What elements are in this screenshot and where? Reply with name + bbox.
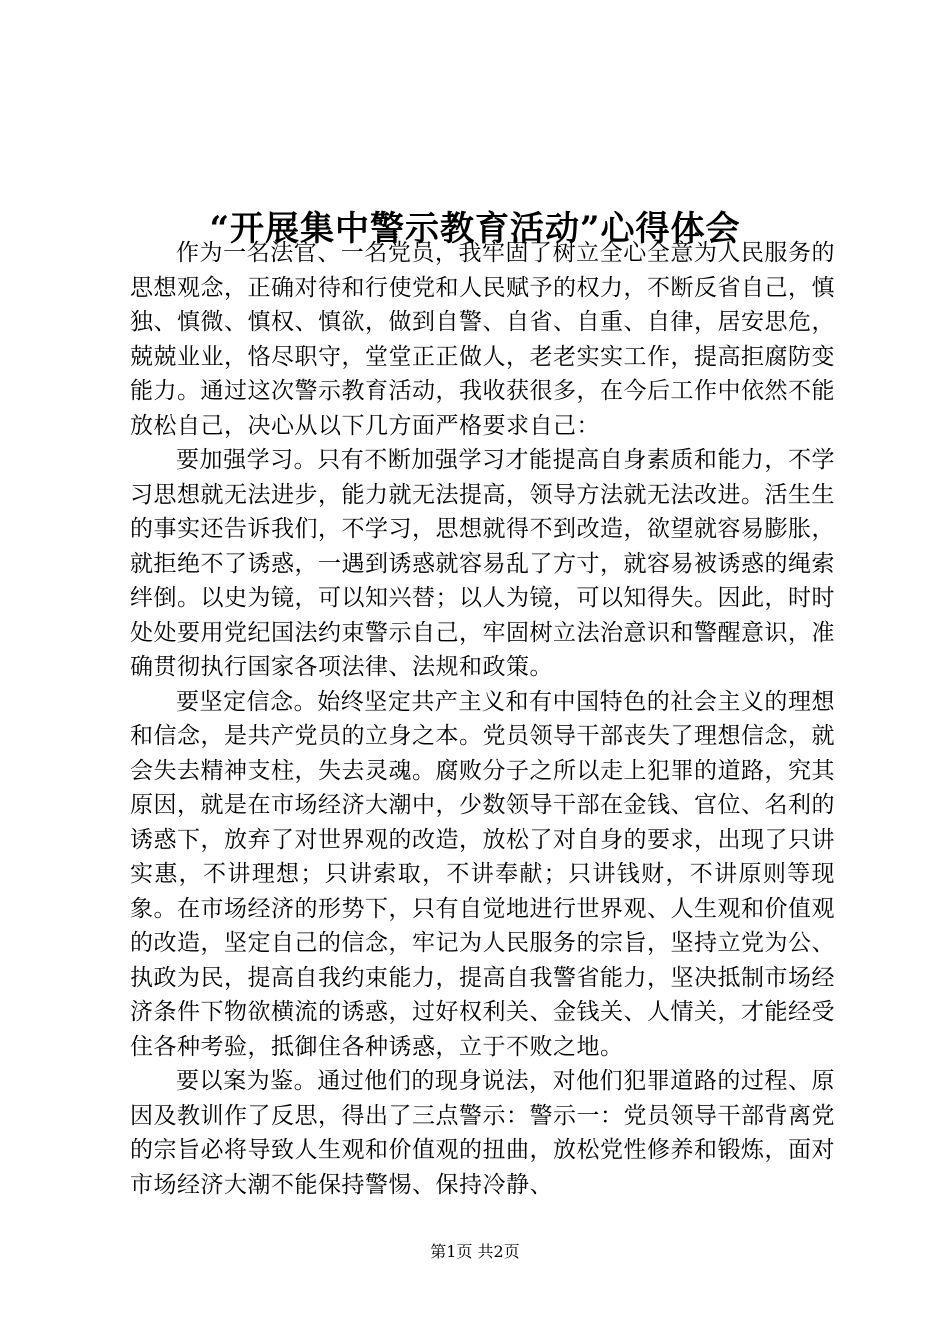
- page-number: 第1页 共2页: [430, 1242, 520, 1261]
- paragraph-intro: 作为一名法官、一名党员，我牢固了树立全心全意为人民服务的思想观念，正确对待和行使党和人民赋予的权力，不断反省自己，慎独、慎微、慎权、慎欲，做到自警、自省、自重、自律，居安思危，兢兢业业，恪尽职守，堂堂正正做人，老老实实工作，提高拒腐防变能力。通过这次警示教育活动，我收获很多，在今后工作中依然不能放松自己，决心从以下几方面严格要求自己：: [130, 240, 835, 439]
- paragraph-belief: 要坚定信念。始终坚定共产主义和有中国特色的社会主义的理想和信念，是共产党员的立身之本。党员领导干部丧失了理想信念，就会失去精神支柱，失去灵魂。腐败分子之所以走上犯罪的道路，究其原因，就是在市场经济大潮中，少数领导干部在金钱、官位、名利的诱惑下，放弃了对世界观的改造，放松了对自身的要求，出现了只讲实惠，不讲理想；只讲索取，不讲奉献；只讲钱财，不讲原则等现象。在市场经济的形势下，只有自觉地进行世界观、人生观和价值观的改造，坚定自己的信念，牢记为人民服务的宗旨，坚持立党为公、执政为民，提高自我约束能力，提高自我警省能力，坚决抵制市场经济条件下物欲横流的诱惑，过好权利关、金钱关、人情关，才能经受住各种考验，抵御住各种诱惑，立于不败之地。: [130, 688, 835, 1060]
- paragraph-study: 要加强学习。只有不断加强学习才能提高自身素质和能力，不学习思想就无法进步，能力就无法提高，领导方法就无法改进。活生生的事实还告诉我们，不学习，思想就得不到改造，欲望就容易膨胀，就拒绝不了诱惑，一遇到诱惑就容易乱了方寸，就容易被诱惑的绳索绊倒。以史为镜，可以知兴替；以人为镜，可以知得失。因此，时时处处要用党纪国法约束警示自己，牢固树立法治意识和警醒意识，准确贯彻执行国家各项法律、法规和政策。: [130, 447, 835, 680]
- document-body: [130, 236, 835, 1202]
- document-title: “开展集中警示教育活动”心得体会: [209, 208, 741, 249]
- paragraph-cases: 要以案为鉴。通过他们的现身说法，对他们犯罪道路的过程、原因及教训作了反思，得出了三点警示：警示一：党员领导干部背离党的宗旨必将导致人生观和价值观的扭曲，放松党性修养和锻炼，面对市场经济大潮不能保持警惕、保持冷静、: [130, 1068, 835, 1198]
